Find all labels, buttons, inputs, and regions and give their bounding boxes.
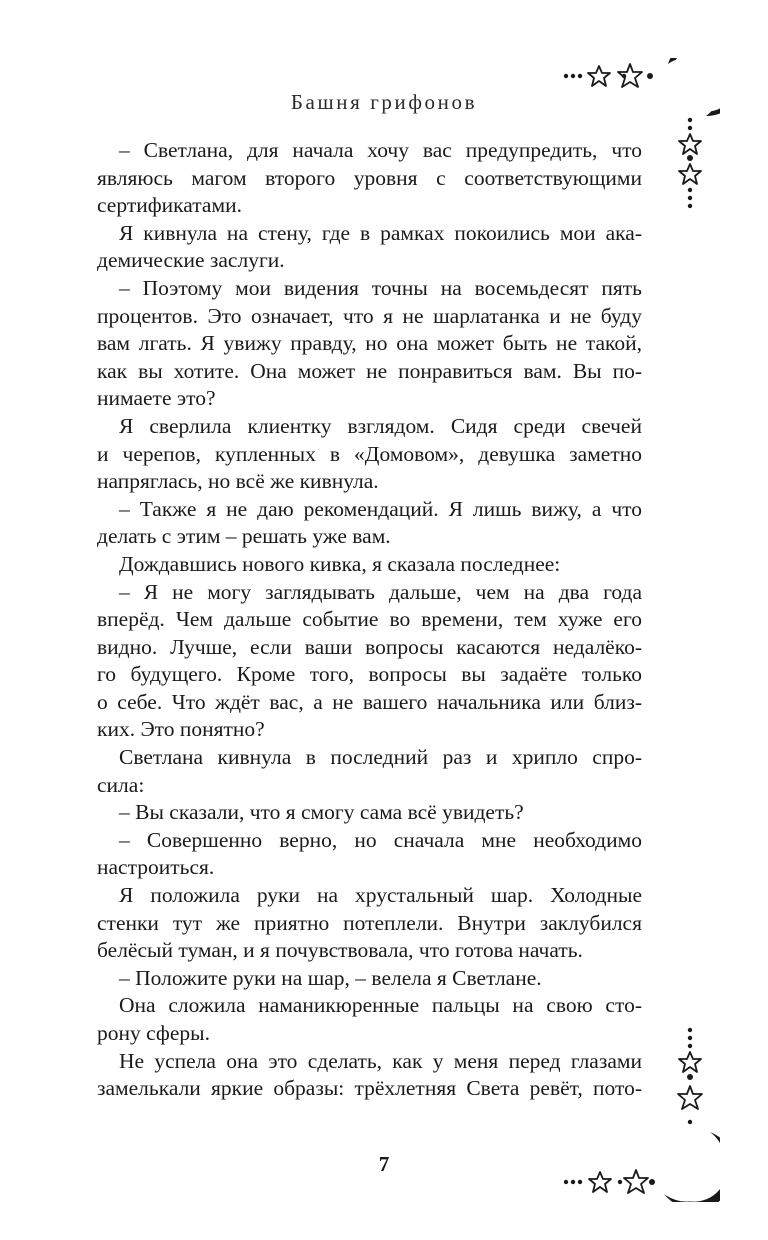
- text-line: стенки тут же приятно потеплели. Внутри заклубился: [97, 910, 642, 935]
- moon-stars-icon: [560, 1022, 720, 1202]
- paragraph-text: [97, 137, 642, 1103]
- text-line: сертификатами.: [97, 193, 242, 218]
- text-line: – Совершенно верно, но сначала мне необходимо: [119, 827, 642, 852]
- text-line: Светлана кивнула в последний раз и хрипло спро-: [119, 745, 642, 770]
- text-line: напряглась, но всё же кивнула.: [97, 469, 379, 494]
- text-line: рону сферы.: [97, 1021, 210, 1045]
- text-line: Я положила руки на хрустальный шар. Холодные: [119, 883, 642, 908]
- text-line: Я кивнула на стену, где в рамках покоились мои ака-: [119, 220, 642, 245]
- text-line: процентов. Это означает, что я не шарлатанка и не буду: [97, 303, 642, 328]
- text-line: – Также я не даю рекомендаций. Я лишь вижу, а что: [119, 496, 642, 521]
- moon-stars-ornament-bottom: [560, 1022, 720, 1202]
- text-line: и черепов, купленных в «Домовом», девушка заметно: [97, 441, 642, 466]
- text-line: являюсь магом второго уровня с соответствующими: [97, 165, 642, 190]
- body-text: [97, 137, 642, 1103]
- text-line: – Вы сказали, что я смогу сама всё увидеть?: [119, 800, 524, 825]
- text-line: настроиться.: [97, 855, 215, 880]
- moon-stars-ornament-top: [560, 58, 720, 218]
- text-line: о себе. Что ждёт вас, а не вашего начальника или близ-: [97, 689, 642, 714]
- text-line: Не успела она это сделать, как у меня перед глазами: [119, 1048, 642, 1073]
- text-line: нимаете это?: [97, 386, 216, 411]
- text-line: ких. Это понятно?: [97, 717, 265, 742]
- text-line: видно. Лучше, если ваши вопросы касаются недалёко-: [97, 634, 642, 659]
- text-line: Она сложила наманикюренные пальцы на свою сто-: [119, 993, 642, 1018]
- text-line: – Светлана, для начала хочу вас предупредить, что: [119, 138, 642, 162]
- text-line: белёсый туман, и я почувствовала, что готова начать.: [97, 938, 583, 963]
- running-title: Башня грифонов: [290, 90, 478, 114]
- text-line: демические заслуги.: [97, 248, 285, 273]
- text-line: делать с этим – решать уже вам.: [97, 524, 391, 549]
- text-line: го будущего. Кроме того, вопросы вы задаёте только: [97, 662, 642, 687]
- text-line: – Я не могу заглядывать дальше, чем на два года: [119, 579, 642, 604]
- text-line: – Поэтому мои видения точны на восемьдесят пять: [119, 275, 642, 300]
- text-line: вперёд. Чем дальше событие во времени, тем хуже его: [97, 607, 642, 632]
- moon-stars-icon: [560, 58, 720, 218]
- text-line: Я сверлила клиентку взглядом. Сидя среди свечей: [119, 413, 642, 438]
- text-line: как вы хотите. Она может не понравиться вам. Вы по-: [97, 358, 642, 383]
- text-line: – Положите руки на шар, – велела я Светлане.: [119, 965, 542, 990]
- page-number: 7: [378, 1152, 390, 1176]
- text-line: сила:: [97, 772, 145, 797]
- text-line: вам лгать. Я увижу правду, но она может быть не такой,: [97, 331, 642, 356]
- text-line: Дождавшись нового кивка, я сказала последнее:: [119, 551, 561, 576]
- text-line: замелькали яркие образы: трёхлетняя Света ревёт, пото-: [97, 1076, 642, 1101]
